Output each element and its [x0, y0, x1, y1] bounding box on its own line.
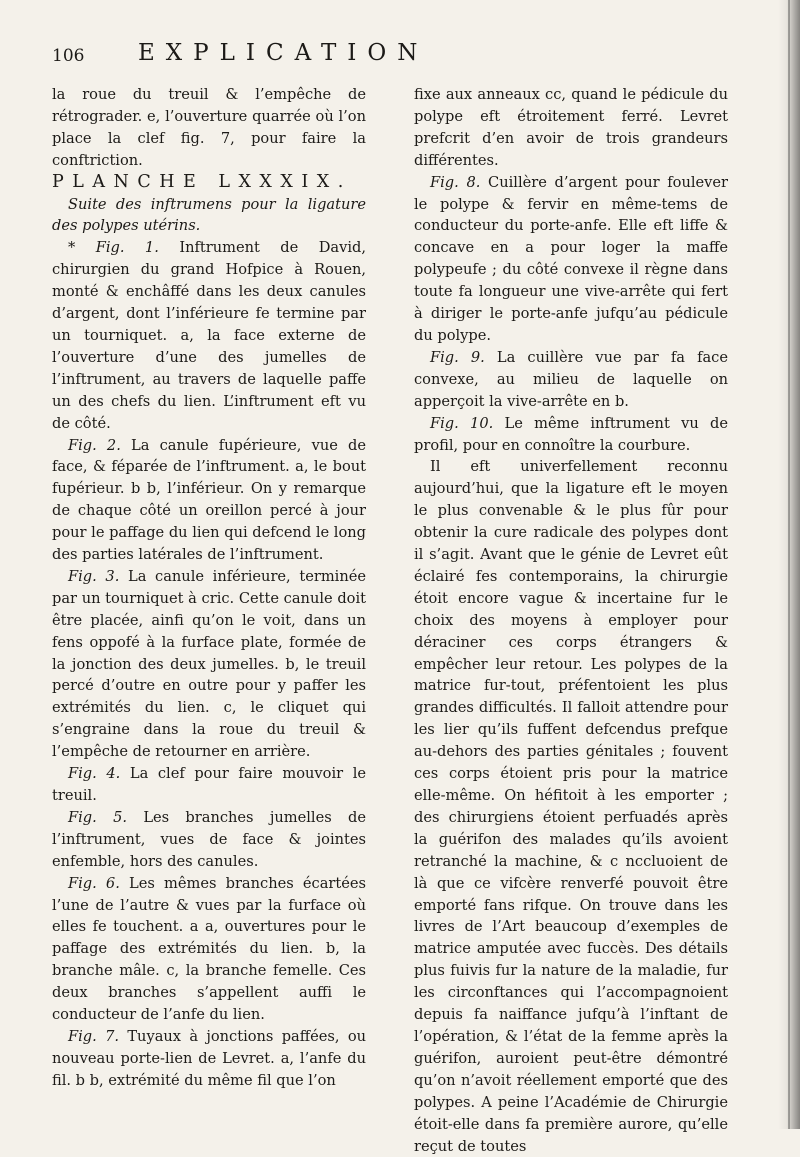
right-column	[414, 84, 728, 1157]
figure-description-9	[414, 347, 728, 413]
figure-text: La canule inférieure, terminée par un tourniquet à cric. Cette canule doit être placée, ainfi qu’on le voit, dans un fens oppofé à la furface plate, formée de la jonction des deux jumelles. b, le treuil percé d’outre en outre pour y paffer les extrémités du lien. c, le cliquet qui s’engraine dans la roue du treuil & l’empêche de retourner en arrière.	[52, 567, 366, 761]
page-header	[52, 40, 732, 70]
figure-description-3	[52, 566, 366, 763]
figure-label: * Fig. 1.	[68, 239, 159, 257]
figure-label: Fig. 6.	[68, 874, 120, 892]
figure-description-2	[52, 435, 366, 566]
figure-label: Fig. 9.	[430, 348, 485, 366]
figure-description-1	[52, 237, 366, 434]
figure-description-7	[52, 1026, 366, 1092]
figure-label: Fig. 3.	[68, 567, 120, 585]
figure-text: La cuillère vue par fa face convexe, au milieu de laquelle on apperçoit la vive-arrête en b.	[414, 348, 728, 410]
figure-description-8	[414, 172, 728, 347]
figure-label: Fig. 8.	[430, 173, 481, 191]
figure-text: La canule fupérieure, vue de face, & féparée de l’inftrument. a, le bout fupérieur. b b, l’inférieur. On y remarque de chaque côté un oreillon percé à jour pour le paffage du lien qui defcend le long des parties latérales de l’inftrument.	[52, 436, 366, 564]
page-number: 106	[52, 46, 85, 66]
figure-text: Inftrument de David, chirurgien du grand Hofpice à Rouen, monté & enchâffé dans les deux canules d’argent, dont l’inférieure fe termine par un tourniquet. a, la face externe de l’ouverture d’une des jumelles de l’inftrument, au travers de laquelle paffe un des chefs du lien. L’inftrument eft vu de côté.	[52, 239, 366, 432]
figure-description-6	[52, 873, 366, 1026]
body-paragraph: Il eft univerfellement reconnu aujourd’hui, que la ligature eft le moyen le plus convenable & le plus fûr pour obtenir la cure radicale des polypes dont il s’agit. Avant que le génie de Levret eût éclairé fes contemporains, la chirurgie étoit encore vague & incertaine fur le choix des moyens à employer pour déraciner ces corps étrangers & empêcher leur retour. Les polypes de la matrice fur-tout, préfentoient les plus grandes difficultés. Il falloit attendre pour les lier qu’ils fuffent defcendus prefque au-dehors des parties génitales ; fouvent ces corps étoient pris pour la matrice elle-même. On héfitoit à les emporter ; des chirurgiens étoient perfuadés après la guérifon des malades qu’ils avoient retranché la machine, & c nccluoient de là que ce vifcère renverfé pouvoit être emporté fans rifque. On trouve dans les livres de l’Art beaucoup d’exemples de matrice amputée avec fuccès. Des détails plus fuivis fur la nature de la maladie, fur les circonftances qui l’accompagnoient depuis fa naiffance jufqu’à l’inftant de l’opération, & l’état de la femme après la guérifon, auroient peut-être démontré qu’on n’avoit réellement emporté que des polypes. A peine l’Académie de Chirurgie étoit-elle dans fa première aurore, qu’elle reçut de toutes	[414, 458, 728, 1155]
figure-description-10	[414, 413, 728, 457]
figure-label: Fig. 2.	[68, 436, 121, 454]
figure-description-4	[52, 763, 366, 807]
page-edge	[788, 0, 790, 1129]
figure-label: Fig. 4.	[68, 765, 121, 783]
figure-text: Les mêmes branches écartées l’une de l’autre & vues par la furface où elles fe touchent. a a, ouvertures pour le paffage des extrémités du lien. b, la branche mâle. c, la branche femelle. Ces deux branches s’appellent auffi le conducteur de l’anfe du lien.	[52, 874, 366, 1024]
figure-text: Le même inftrument vu de profil, pour en connoître la courbure.	[414, 414, 729, 454]
plate-subtitle: Suite des inftrumens pour la ligature des polypes utérins.	[52, 195, 366, 235]
figure-label: Fig. 10.	[430, 414, 494, 432]
figure-label: Fig. 5.	[68, 808, 127, 826]
continuation-paragraph: la roue du treuil & l’empêche de rétrograder. e, l’ouverture quarrée où l’on place la clef fig. 7, pour faire la conftriction.	[52, 86, 366, 169]
figure-text: Les branches jumelles de l’inftrument, vues de face & jointes enfemble, hors des canules.	[52, 808, 366, 870]
left-column	[52, 84, 366, 1092]
figure-text: Tuyaux à jonctions paffées, ou nouveau porte-lien de Levret. a, l’anfe du fil. b b, extrémité du même fil que l’on	[52, 1027, 366, 1089]
figure-text: Cuillère d’argent pour foulever le polype & fervir en même-tems de conducteur du porte-anfe. Elle eft liffe & concave en a pour loger la maffe polypeufe ; du côté convexe il règne dans toute fa longueur une vive-arrête qui fert à diriger le porte-anfe jufqu’au pédicule du polype.	[414, 173, 729, 344]
plate-title: PLANCHE LXXXIX.	[52, 171, 352, 192]
continuation-paragraph: fixe aux anneaux cc, quand le pédicule du polype eft étroitement ferré. Levret prefcrit d’en avoir de trois grandeurs différentes.	[414, 86, 728, 169]
figure-text: La clef pour faire mouvoir le treuil.	[52, 765, 366, 804]
running-head: EXPLICATION	[138, 40, 429, 66]
figure-description-5	[52, 807, 366, 873]
figure-label: Fig. 7.	[68, 1027, 119, 1045]
